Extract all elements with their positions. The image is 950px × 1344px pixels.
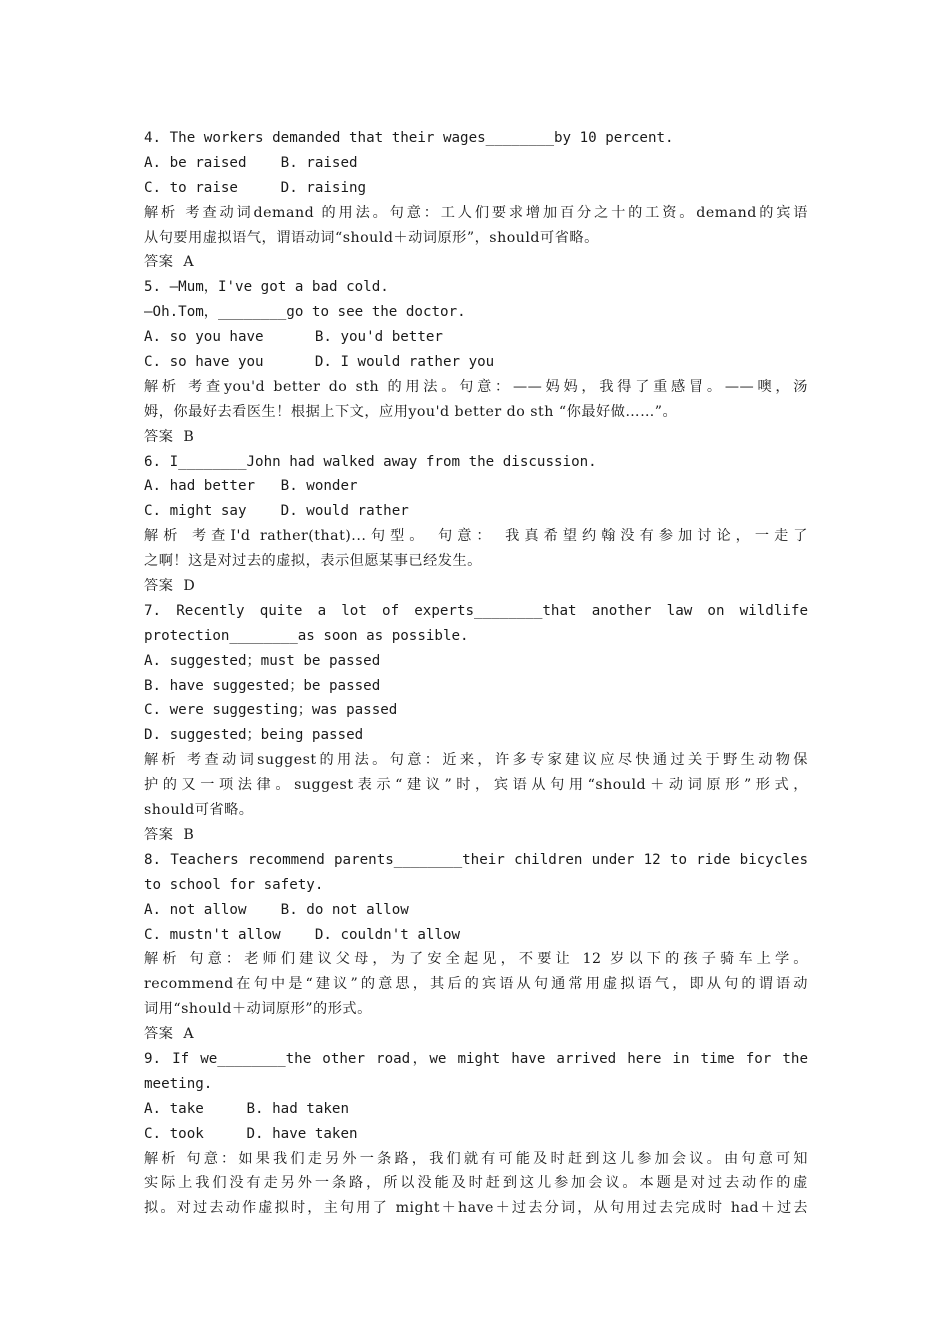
text-line: C. might say D. would rather — [144, 503, 409, 520]
text-line: D. suggested；being passed — [144, 727, 364, 744]
text-line: 解析 句意：老师们建议父母，为了安全起见，不要让 12 岁以下的孩子骑车上学。 — [144, 951, 808, 968]
text-line: 解析 句意：如果我们走另外一条路，我们就有可能及时赶到这儿参加会议。由句意可知 — [144, 1150, 808, 1167]
text-line: 9. If we________the other road，we might have arrived here in time for the — [144, 1050, 808, 1067]
text-line: A. so you have B. you'd better — [144, 329, 443, 346]
text-line: should可省略。 — [144, 802, 254, 819]
text-line: 8. Teachers recommend parents________their children under 12 to ride bicycles — [144, 851, 808, 868]
text-line: 答案 D — [144, 578, 196, 595]
text-line: C. were suggesting；was passed — [144, 702, 398, 719]
exercise-text — [144, 126, 808, 1221]
text-line: B. have suggested；be passed — [144, 677, 381, 694]
text-line: A. be raised B. raised — [144, 154, 358, 171]
text-line: A. not allow B. do not allow — [144, 901, 409, 918]
text-line: 从句要用虚拟语气，谓语动词“should＋动词原形”，should可省略。 — [144, 229, 599, 246]
text-line: 解析 考查动词demand 的用法。句意：工人们要求增加百分之十的工资。demand的宾语 — [144, 204, 808, 221]
text-line: 6. I________John had walked away from the discussion. — [144, 453, 597, 470]
text-line: 解析 考查I'd rather(that)...句型。 句意： 我真希望约翰没有参加讨论，一走了 — [144, 528, 808, 545]
text-line: 实际上我们没有走另外一条路，所以没能及时赶到这儿参加会议。本题是对过去动作的虚 — [144, 1175, 808, 1192]
text-line: meeting. — [144, 1075, 213, 1092]
text-line: 解析 考查动词suggest的用法。句意：近来，许多专家建议应尽快通过关于野生动物保 — [144, 752, 808, 769]
text-line: 答案 B — [144, 428, 195, 445]
text-line: C. mustn't allow D. couldn't allow — [144, 926, 461, 943]
text-line: 4. The workers demanded that their wages________by 10 percent. — [144, 130, 674, 146]
text-line: A. had better B. wonder — [144, 478, 358, 495]
text-line: —Oh.Tom，________go to see the doctor. — [144, 304, 466, 321]
text-line: 答案 A — [144, 1026, 195, 1043]
text-line: 答案 A — [144, 254, 195, 271]
text-line: C. to raise D. raising — [144, 179, 367, 196]
text-line: to school for safety. — [144, 876, 324, 893]
text-line: 护的又一项法律。suggest表示“建议”时，宾语从句用“should＋动词原形”形式， — [144, 777, 808, 794]
text-line: 5. —Mum，I've got a bad cold. — [144, 279, 389, 296]
text-line: A. suggested；must be passed — [144, 652, 381, 669]
text-line: 姆，你最好去看医生！根据上下文，应用you'd better do sth “你最好做……”。 — [144, 403, 678, 420]
text-line: protection________as soon as possible. — [144, 627, 469, 644]
text-line: 之啊！这是对过去的虚拟，表示但愿某事已经发生。 — [144, 553, 482, 570]
text-line: 答案 B — [144, 826, 195, 843]
text-line: A. take B. had taken — [144, 1100, 349, 1117]
text-line: C. so have you D. I would rather you — [144, 354, 495, 371]
text-line: C. took D. have taken — [144, 1125, 358, 1142]
text-line: 词用“should＋动词原形”的形式。 — [144, 1001, 372, 1018]
text-line: recommend在句中是“建议”的意思，其后的宾语从句通常用虚拟语气，即从句的谓语动 — [144, 976, 808, 993]
text-line: 拟。对过去动作虚拟时，主句用了 might＋have＋过去分词，从句用过去完成时 had＋过去 — [144, 1200, 808, 1217]
text-line: 解析 考查you'd better do sth 的用法。句意：——妈妈，我得了重感冒。——噢，汤 — [144, 378, 808, 395]
text-line: 7. Recently quite a lot of experts________that another law on wildlife — [144, 602, 808, 619]
